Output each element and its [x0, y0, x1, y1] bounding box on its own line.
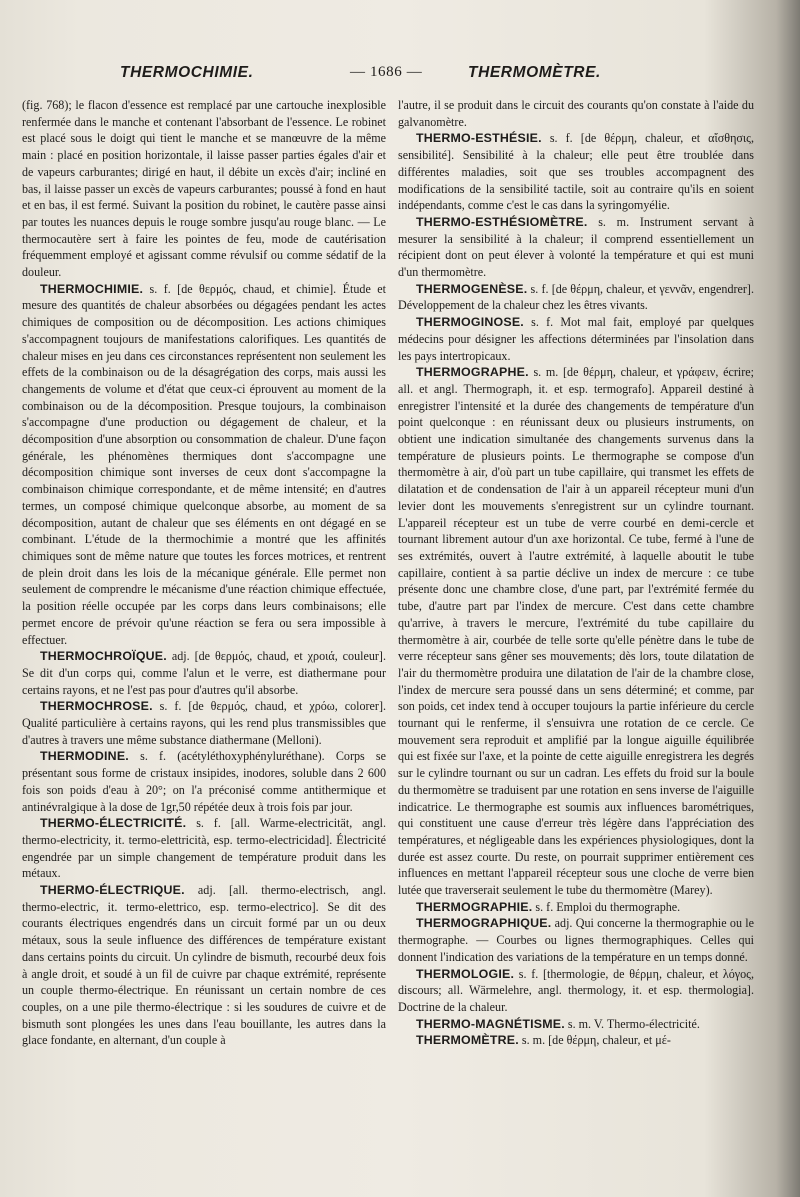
entry-text: adj. [de θερμός, chaud, et χροιά, couleur]. Se dit d'un corps qui, comme l'alun et le verre, est diathermane pour certains rayons, et ne l'est pas pour d'autres qu'il absorbe. — [22, 649, 386, 697]
header-left-word: THERMOCHIMIE. — [120, 64, 254, 81]
entry-text: s. f. [de θερμός, chaud, et χρόω, colorer]. Qualité particulière à certains rayons, qui les rend plus transmissibles que d'autres à travers une même substance diathermane (Melloni). — [22, 699, 386, 747]
entry-paragraph — [22, 281, 386, 648]
entry-paragraph — [22, 97, 386, 281]
entry-paragraph — [22, 748, 386, 815]
entry-term: THERMO-ÉLECTRIQUE. — [40, 883, 185, 898]
entry-text: s. f. (acétyléthoxyphényluréthane). Corps se présentant sous forme de cristaux insipides, inodores, soluble dans 2 600 fois son poids d'eau à 20°; on l'a préconisé comme antithermique et antinévralgique à la dose de 1gr,50 répétée deux à trois fois par jour. — [22, 749, 386, 814]
entry-text: s. m. [de θέρμη, chaleur, et μέ- — [518, 1033, 671, 1048]
entry-term: THERMODINE. — [40, 749, 129, 764]
entry-paragraph — [398, 1016, 754, 1033]
entry-text: (fig. 768); le flacon d'essence est remplacé par une cartouche inexplosible renfermée dans le manche et contenant l'absorbant de l'essence. Le robinet est placé sous le doigt qui tient le manche et se manœuvre de la même main : placé en position horizontale, il laisse passer parties égales d'air et de vapeurs carburantes; dirigé en haut, il débite un excès d'air; incliné en bas, il laisse passer un excès de vapeurs carburantes; poussé à fond en haut et en bas, il est fermé. Suivant la position du robinet, le cautère passe ainsi par toutes les nuances depuis le rouge sombre jusqu'au rouge blanc. — Le thermocautère sert à faire les pointes de feu, mode de cautérisation fréquemment employé et agissant comme révulsif ou comme sédatif de la douleur. — [22, 98, 386, 280]
entry-term: THERMOCHROSE. — [40, 699, 153, 714]
entry-term: THERMOGINOSE. — [416, 315, 524, 330]
header-right-word: THERMOMÈTRE. — [468, 64, 601, 81]
entry-term: THERMOGRAPHIE. — [416, 899, 533, 914]
entry-paragraph — [22, 698, 386, 748]
entry-paragraph — [22, 882, 386, 1049]
entry-paragraph — [398, 915, 754, 965]
entry-term: THERMOMÈTRE. — [416, 1033, 519, 1048]
entry-text: s. f. Emploi du thermographe. — [532, 899, 681, 914]
entry-text: s. m. Instrument servant à mesurer la sensibilité à la chaleur; il comprend essentiellement un récipient dont on peut élever à volonté la température et qui est muni d'un thermomètre. — [398, 214, 754, 280]
entry-paragraph — [398, 214, 754, 281]
entry-paragraph — [22, 648, 386, 698]
entry-term: THERMO-ESTHÉSIE. — [416, 131, 542, 146]
entry-paragraph — [398, 966, 754, 1016]
entry-paragraph — [398, 281, 754, 314]
entry-paragraph — [398, 364, 754, 899]
entry-text: s. f. [thermologie, de θέρμη, chaleur, et λόγος, discours; all. Wärmelehre, angl. thermology, it. et esp. thermologia]. Doctrine de la chaleur. — [398, 966, 754, 1014]
entry-text: s. m. V. Thermo-électricité. — [564, 1016, 700, 1031]
left-column — [22, 97, 386, 1049]
entry-text: s. f. [de θέρμη, chaleur, et γεννᾶν, engendrer]. Développement de la chaleur chez les êtres vivants. — [398, 281, 754, 313]
entry-paragraph — [398, 97, 754, 130]
entry-text: s. f. [de θέρμη, chaleur, et αἴσθησις, sensibilité]. Sensibilité à la chaleur; elle peut être troublée dans différentes maladies, soit que ses troubles accompagnent des modifications de la sensibilité tactile, soit au contraire qu'ils en soient indépendants, comme c'est le cas dans la syringomyélie. — [398, 131, 754, 213]
entry-term: THERMOCHROÏQUE. — [40, 649, 167, 664]
entry-term: THERMOCHIMIE. — [40, 281, 144, 296]
entry-term: THERMOGENÈSE. — [416, 281, 528, 296]
entry-text: adj. [all. thermo-electrisch, angl. thermo-electric, it. termo-elettrico, esp. termo-electrico]. Se dit des courants électriques engendrés dans un circuit formé par un ou deux métaux, sous la seule influence des différences de température existant dans certains points du circuit. Un cylindre de bismuth, recourbé deux fois à angle droit, et soudé à un fil de cuivre par chaque extrémité, représente un couple thermo-électrique. En réunissant un certain nombre de ces couples, on a une pile thermo-électrique : si les soudures de cuivre et de bismuth sont plongées les unes dans l'eau bouillante, les autres dans la glace fondante, en alternant, d'un couple à — [22, 883, 386, 1048]
entry-text: s. f. [all. Warme-electricität, angl. thermo-electricity, it. termo-elettricità, esp. termo-electricidad]. Électricité engendrée par un simple changement de température produit dans les métaux. — [22, 816, 386, 881]
entry-term: THERMOGRAPHIQUE. — [416, 916, 552, 931]
entry-text: s. f. [de θερμός, chaud, et chimie]. Étude et mesure des quantités de chaleur absorbées ou dégagées pendant les actes chimiques de composition ou de décomposition. Les actions chimiques s'accompagnent toujours de manifestations calorifiques. Les quantités de chaleur mises en jeu dans ces circonstances représentent non seulement les effets de la combinaison ou de la désagrégation des corps, mais aussi les changements de volume et d'état que ceux-ci éprouvent au moment de la combinaison ou de la décomposition. Presque toujours, la combinaison s'accompagne d'une production ou dégagement de chaleur, et la décomposition d'une absorption ou consommation de chaleur. D'une façon générale, les phénomènes thermiques dont s'accompagne une décomposition chimique sont inverses de ceux dont s'accompagne la combinaison chimique correspondante, et de même intensité; en d'autres termes, un composé chimique quelconque absorbe, au moment de sa décomposition, autant de chaleur que ses éléments en ont dégagé en se combinant. L'étude de la thermochimie a montré que les affinités chimiques sont de même nature que toutes les forces motrices, et rentrent de plein droit dans les lois de la mécanique générale. Elle permet non seulement de comprendre le mécanisme d'une réaction chimique effectuée, la position réelle occupée par les corps dans leurs combinaisons; elle permet encore de prévoir qu'une réaction se fera ou sera impossible à effectuer. — [22, 281, 386, 647]
page-number: — 1686 — — [350, 64, 423, 80]
entry-paragraph — [398, 130, 754, 214]
entry-text: l'autre, il se produit dans le circuit des courants qu'on constate à l'aide du galvanomètre. — [398, 98, 754, 129]
entry-paragraph — [398, 899, 754, 916]
entry-term: THERMOLOGIE. — [416, 966, 515, 981]
entry-term: THERMO-ÉLECTRICITÉ. — [40, 816, 187, 831]
entry-term: THERMOGRAPHE. — [416, 365, 529, 380]
entry-paragraph — [398, 1032, 754, 1049]
entry-text: s. m. [de θέρμη, chaleur, et γράφειν, écrire; all. et angl. Thermograph, it. et esp. termografo]. Appareil destiné à enregistrer l'intensité et la durée des changements de température d'un point quelconque : en réunissant deux ou plusieurs instruments, on obtient une indication simultanée des changements survenus dans la température de plusieurs points. Le thermographe se compose d'un thermomètre à air, d'où part un tube capillaire, qui transmet les effets de dilatation et de condensation de l'air à un appareil récepteur muni d'un levier dont les mouvements s'enregistrent sur un cylindre tournant. L'appareil récepteur est un tube de verre courbé en demi-cercle et tournant librement autour d'un axe horizontal. Ce tube, fermé à l'une de ses extrémités, ouvert à l'autre extrémité, à laquelle aboutit le tube capillaire, contient à sa partie déclive un index de mercure : ce tube présente donc une chambre close, d'une part, par l'extrémité fermée du tube, d'autre part par l'index de mercure. C'est dans cette chambre qu'arrive, à travers le mercure, l'extrémité du tube capillaire du thermomètre à air, courbée de telle sorte qu'elle pénètre dans le tube de verre récepteur sans gêner ses mouvements; dès lors, toute dilatation de l'air du thermomètre produira une dilatation de l'air de la chambre close, l'index de mercure sera poussé dans un sens déterminé; et comme, par son poids, cet index tend à occuper toujours la partie inférieure du cercle tournant qui le renferme, il s'ensuivra une rotation de ce cercle. Ce mouvement sera reproduit et amplifié par la longue aiguille équilibrée qui est fixée sur l'axe, et la pointe de cette aiguille enregistrera les degrés sur le cylindre tournant ou sur un cadran. Les effets du froid sur la boule du thermomètre se traduisent par une rotation en sens inverse de l'aiguille indicatrice. Le thermographe est soumis aux influences barométriques, qui constituent une cause d'erreur très légère dans l'appréciation des températures, et négligeable dans les expériences physiologiques, dont la durée est assez courte. Du reste, on pourrait supprimer entièrement ces influences en mettant l'appareil récepteur sous une cloche de verre bien lutée que traverserait seulement le tube du thermomètre (Marey). — [398, 365, 754, 898]
entry-paragraph — [22, 815, 386, 882]
right-column — [398, 97, 754, 1049]
entry-text: s. f. Mot mal fait, employé par quelques médecins pour désigner les affections déterminées par l'insolation dans les pays intertropicaux. — [398, 315, 754, 363]
entry-paragraph — [398, 314, 754, 364]
entry-term: THERMO-MAGNÉTISME. — [416, 1016, 565, 1031]
running-header — [0, 64, 800, 88]
entry-text: adj. Qui concerne la thermographie ou le thermographe. — Courbes ou lignes thermographiques. Celles qui donnent l'indication des variations de la température en un temps donné. — [398, 916, 754, 964]
entry-term: THERMO-ESTHÉSIOMÈTRE. — [416, 214, 588, 229]
